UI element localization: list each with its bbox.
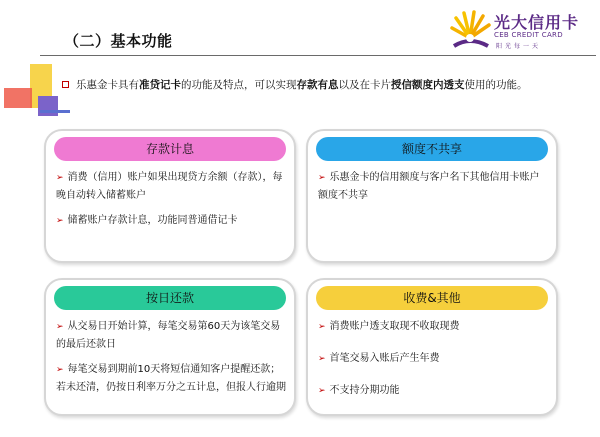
feature-items [318,169,548,212]
logo-slogan: 阳光每一天 [496,43,542,50]
item-text: 储蓄账户存款计息，功能同普通借记卡 [67,215,238,226]
sun-logo-icon [448,8,492,52]
feature-box-credit-limit [306,129,558,263]
intro-mid1: 的功能及特点，可以实现 [181,79,297,91]
list-item [56,361,286,396]
feature-box-daily-repayment [44,278,296,416]
item-text: 每笔交易到期前10天将短信通知客户提醒还款；若未还清，仍按日利率万分之五计息，但报人行逾期 [56,364,286,393]
feature-items [56,318,286,404]
intro-prefix: 乐惠金卡具有 [76,79,139,91]
feature-header-credit-limit: 额度不共享 [316,137,548,161]
page-title: （二）基本功能 [64,32,173,50]
intro-bold1: 准贷记卡 [139,79,181,91]
feature-header-fees-other: 收费&其他 [316,286,548,310]
deco-square-blue-line [40,110,70,113]
intro-suffix: 使用的功能。 [464,79,528,91]
feature-items [56,169,286,238]
list-item [318,169,548,204]
feature-header-daily-repayment: 按日还款 [54,286,286,310]
list-item [318,350,548,368]
item-text: 消费账户透支取现不收取现费 [329,321,460,332]
list-item [318,318,548,336]
arrow-bullet-icon: ➢ [56,365,64,375]
list-item [56,212,286,230]
arrow-bullet-icon: ➢ [56,173,64,183]
item-text: 乐惠金卡的信用额度与客户名下其他信用卡账户额度不共享 [318,172,540,201]
intro-bold2: 存款有息 [296,79,339,91]
arrow-bullet-icon: ➢ [318,386,326,396]
title-divider [40,55,596,56]
arrow-bullet-icon: ➢ [56,216,64,226]
item-text: 不支持分期功能 [329,385,400,396]
list-item [56,169,286,204]
arrow-bullet-icon: ➢ [56,322,64,332]
square-bullet-icon [62,81,69,88]
feature-header-deposit-interest: 存款计息 [54,137,286,161]
item-text: 首笔交易入账后产生年费 [329,353,440,364]
deco-square-purple [38,96,58,116]
deco-square-red [4,88,32,108]
intro-mid2: 以及在卡片 [338,79,391,91]
arrow-bullet-icon: ➢ [318,173,326,183]
item-text: 消费（信用）账户如果出现贷方余额（存款），每晚自动转入储蓄账户 [56,172,283,201]
feature-items [318,318,548,408]
feature-box-fees-other [306,278,558,416]
logo-name-en: CEB CREDIT CARD [494,31,563,39]
list-item [56,318,286,353]
list-item [318,382,548,400]
logo-name-cn: 光大信用卡 [494,13,580,32]
item-text: 从交易日开始计算，每笔交易第60天为该笔交易的最后还款日 [56,321,281,350]
intro-bold3: 授信额度内透支 [391,79,465,91]
arrow-bullet-icon: ➢ [318,322,326,332]
arrow-bullet-icon: ➢ [318,354,326,364]
ceb-logo [448,8,596,52]
feature-box-deposit-interest [44,129,296,263]
intro-text [62,77,597,93]
